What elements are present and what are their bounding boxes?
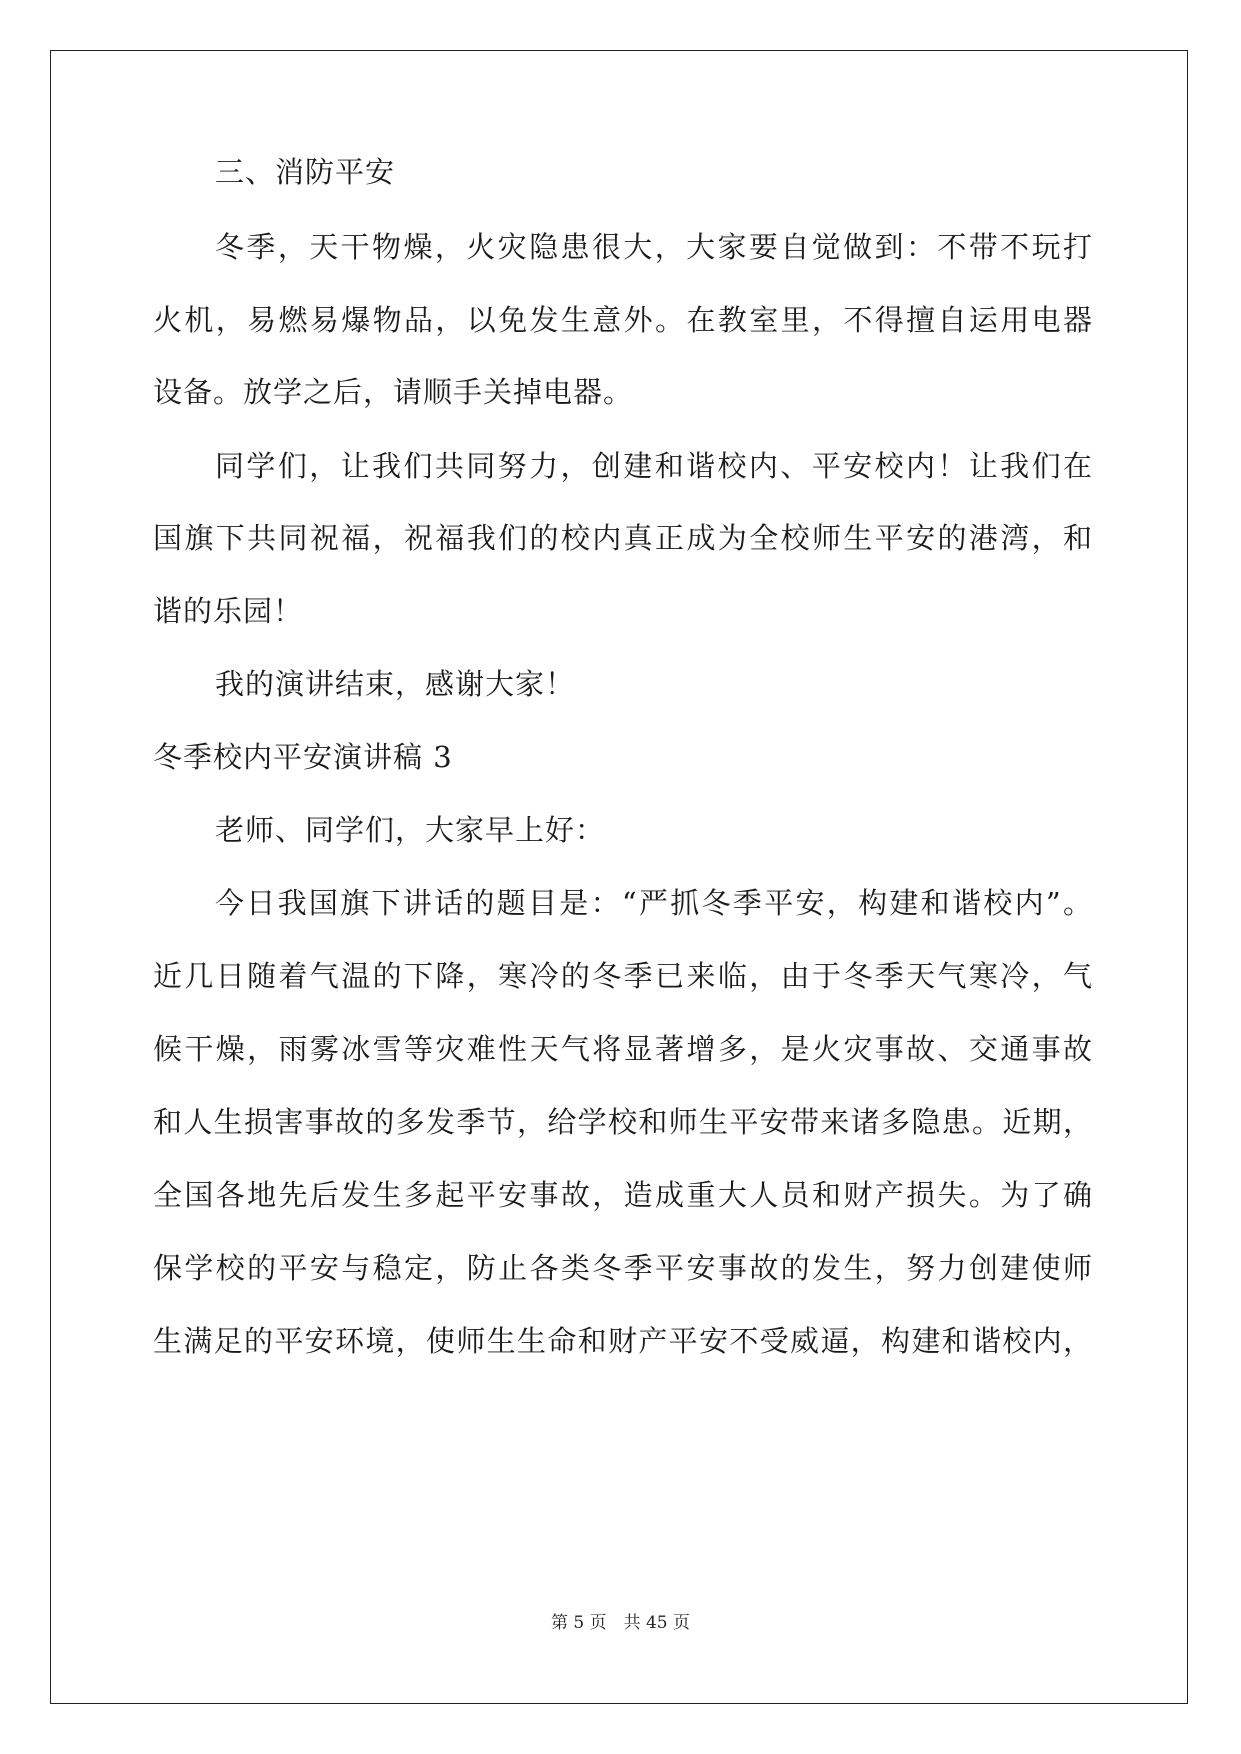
speech-title: 冬季校内平安演讲稿 3 [153, 740, 453, 774]
section-heading: 三、消防平安 [215, 155, 396, 189]
paragraph-line: 国旗下共同祝福，祝福我们的校内真正成为全校师生平安的港湾，和 [153, 521, 1093, 555]
paragraph-line: 候干燥，雨雾冰雪等灾难性天气将显著增多，是火灾事故、交通事故 [153, 1032, 1093, 1066]
paragraph-line: 生满足的平安环境，使师生生命和财产平安不受威逼，构建和谐校内， [153, 1324, 1093, 1358]
paragraph-line: 近几日随着气温的下降，寒冷的冬季已来临，由于冬季天气寒冷，气 [153, 959, 1093, 993]
paragraph-line: 冬季，天干物燥，火灾隐患很大，大家要自觉做到：不带不玩打 [215, 230, 1093, 264]
page-footer [0, 1612, 1241, 1634]
page-border [50, 50, 1188, 1704]
paragraph-line: 全国各地先后发生多起平安事故，造成重大人员和财产损失。为了确 [153, 1178, 1093, 1212]
paragraph-line: 今日我国旗下讲话的题目是：“严抓冬季平安，构建和谐校内”。 [215, 886, 1093, 920]
paragraph-line: 和人生损害事故的多发季节，给学校和师生平安带来诸多隐患。近期， [153, 1105, 1093, 1139]
paragraph-line: 谐的乐园！ [153, 594, 304, 628]
paragraph-line: 同学们，让我们共同努力，创建和谐校内、平安校内！让我们在 [215, 449, 1093, 483]
page-number: 第 5 页 共 45 页 [550, 1613, 691, 1633]
paragraph-line: 我的演讲结束，感谢大家！ [215, 667, 576, 701]
greeting-line: 老师、同学们，大家早上好： [215, 813, 606, 847]
paragraph-line: 保学校的平安与稳定，防止各类冬季平安事故的发生，努力创建使师 [153, 1251, 1093, 1285]
paragraph-line: 火机，易燃易爆物品，以免发生意外。在教室里，不得擅自运用电器 [153, 303, 1093, 337]
paragraph-line: 设备。放学之后，请顺手关掉电器。 [153, 375, 634, 409]
